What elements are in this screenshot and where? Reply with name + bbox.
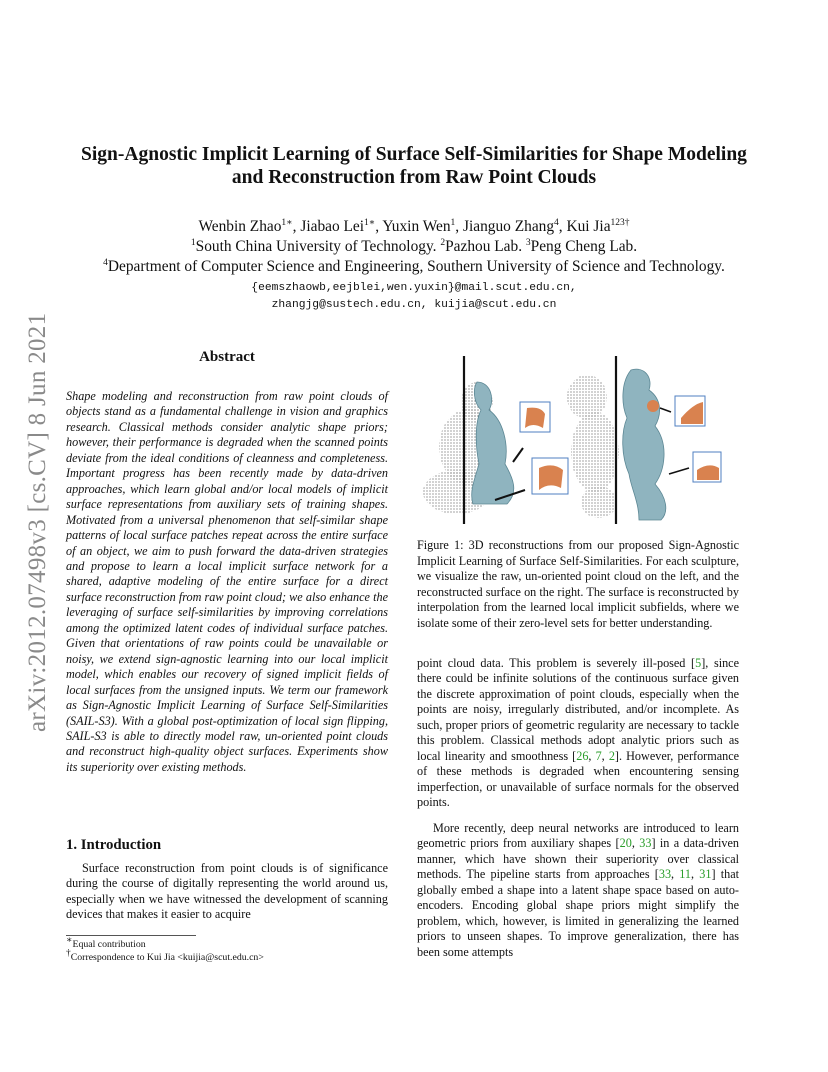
email-line-1: {eemszhaowb,eejblei,wen.yuxin}@mail.scut.edu.cn, [251, 282, 577, 294]
introduction-body: Surface reconstruction from point clouds is of significance during the course of digitally representing the world around us, especially when we have witnessed the development of scanning devices that makes it easier to acquire [66, 861, 388, 922]
arrow-4 [669, 468, 689, 474]
footnote-1 [66, 935, 146, 950]
local-patch-box-3 [675, 396, 705, 426]
citation-link[interactable]: 2 [608, 748, 615, 763]
local-patch-box-4 [693, 452, 721, 482]
citation-link[interactable]: 7 [595, 748, 602, 763]
author-separator: , [292, 218, 301, 235]
author-name: Kui Jia [566, 218, 611, 235]
abstract-heading: Abstract [199, 349, 255, 365]
author-separator: , [558, 218, 567, 235]
figure-1-image [417, 352, 739, 524]
footnote-mark: ∗ [66, 935, 73, 946]
introduction-heading: 1. Introduction [66, 837, 162, 853]
author-separator: , [375, 218, 383, 235]
body-text: ], since there could be infinite solutions of the continuous surface given the discrete approximation of point clouds, especially when the points are noisy, irregularly distributed, and/or incomplete. As such, proper priors of geometric regularity are necessary to tackle this problem. Classical methods adopt analytic priors such as local linearity and smoothness [ [417, 656, 739, 763]
author-separator: , [455, 218, 463, 235]
figure-1-caption: Figure 1: 3D reconstructions from our proposed Sign-Agnostic Implicit Learning of Surface Self-Similarities. For each sculpture, we visualize the raw, un-oriented point cloud on the left, and the reconstructed surface on the right. The surface is reconstructed by interpolation from the learned local implicit subfields, where we isolate some of their zero-level sets for better understanding. [417, 538, 739, 630]
footnote-2 [66, 948, 264, 963]
footnote-divider [66, 935, 196, 936]
author-name: Jianguo Zhang [463, 218, 555, 235]
body-text: More recently, deep neural networks are introduced to learn geometric priors from auxiliary shapes [ [417, 821, 739, 851]
author-sup: 1∗ [364, 217, 376, 228]
body-text: ] in a data-driven manner, which have shown their superiority over classical methods. The pipeline starts from approaches [ [417, 836, 740, 882]
body-text: ]. However, performance of these methods is degraded when encountering sensing imperfection, or unavailable of surface normals for the observed points. [417, 748, 740, 810]
author-sup: 123† [610, 217, 630, 228]
footnote-mark: † [66, 948, 71, 959]
arrow-3 [660, 408, 671, 412]
point-cloud-sculpture-2 [567, 375, 619, 518]
local-patch-box-1 [520, 402, 550, 432]
citation-link[interactable]: 11 [679, 867, 692, 882]
arxiv-identifier: arXiv:2012.07498v3 [cs.CV] 8 Jun 2021 [24, 312, 51, 732]
footnote-text: Correspondence to Kui Jia <kuijia@scut.edu.cn> [70, 952, 264, 963]
email-line-2: zhangjg@sustech.edu.cn, kuijia@scut.edu.cn [271, 299, 557, 311]
affiliation-line-2 [55, 258, 773, 276]
citation-link[interactable]: 5 [695, 656, 702, 670]
right-column-paragraph-2: More recently, deep neural networks are introduced to learn geometric priors from auxiliary shapes [20, 33] in a data-driven manner, which have shown their superiority over classical methods. The pipeline starts from approaches [33, 11, 31] that globally embed a shape into a latent shape space based on auto-encoders. Encoding global shape priors might simplify the problem, which, however, is limited in generalizing the learned priors to unseen shapes. To improve generalization, there has been some attempts [417, 821, 740, 959]
author-name: Yuxin Wen [382, 218, 451, 235]
author-list [55, 218, 773, 236]
affiliation: Pazhou Lab. [445, 238, 526, 255]
affiliation: Peng Cheng Lab. [530, 238, 638, 255]
affiliation: Department of Computer Science and Engineering, Southern University of Science and Technology. [107, 258, 725, 275]
author-sup: 1 [450, 217, 456, 228]
footnote-text: Equal contribution [72, 939, 146, 950]
citation-link[interactable]: 33 [639, 836, 652, 851]
author-sup: 1∗ [281, 217, 293, 228]
affiliation-sup: 2 [440, 237, 446, 248]
author-name: Wenbin Zhao [198, 218, 282, 235]
citation-link[interactable]: 20 [619, 836, 632, 851]
affiliation-sup: 4 [103, 257, 108, 268]
affiliation: South China University of Technology. [195, 238, 441, 255]
paper-title [55, 143, 773, 189]
affiliation-line-1 [55, 238, 773, 256]
affiliation-sup: 1 [190, 237, 196, 248]
arrow-1 [513, 448, 523, 462]
body-text: ] that globally embed a shape into a latent shape space based on auto-encoders. Encoding global shape priors might simplify the problem, which, however, is limited in generalizing the learned priors to unseen shapes. To improve generalization, there has been some attempts [417, 867, 740, 959]
mesh-sculpture-2 [623, 369, 666, 520]
title-line-2: and Reconstruction from Raw Point Clouds [231, 167, 597, 188]
right-column-paragraph-1: point cloud data. This problem is severely ill-posed [5], since there could be infinite solutions of the continuous surface given the discrete approximation of point clouds, especially when the points are noisy, irregularly distributed, and/or incomplete. As such, proper priors of geometric regularity are necessary to tackle this problem. Classical methods adopt analytic priors such as local linearity and smoothness [26, 7, 2]. However, performance of these methods is degraded when encountering sensing imperfection, or unavailable of surface normals for the observed points. [417, 656, 740, 810]
citation-link[interactable]: 26 [576, 748, 589, 763]
author-sup: 4 [554, 217, 559, 228]
citation-link[interactable]: 33 [658, 867, 672, 882]
local-patch-box-2 [532, 458, 568, 494]
citation-link[interactable]: 31 [699, 867, 712, 882]
author-name: Jiabao Lei [300, 218, 365, 235]
body-text: point cloud data. This problem is severely ill-posed [ [417, 656, 696, 670]
abstract-body: Shape modeling and reconstruction from raw point clouds of objects stand as a fundamental challenge in vision and graphics research. Classical methods consider analytic shape priors; however, their performance is degraded when the scanned points deviate from the ideal conditions of cleanness and completeness. Important progress has been recently made by data-driven approaches, which learn global and/or local models of implicit surface representations from auxiliary sets of training shapes. Motivated from a universal phenomenon that self-similar shape patterns of local surface patches repeat across the entire surface of an object, we aim to push forward the data-driven strategies and propose to learn a local implicit surface network for a shared, adaptive modeling of the entire surface for a direct surface reconstruction from raw point cloud; we also enhance the leveraging of surface self-similarities by improving correlations among the optimized latent codes of individual surface patches. Given that orientations of raw points could be unavailable or noisy, we extend sign-agnostic learning into our local implicit model, which enables our recovery of signed implicit fields of local surfaces from the unsigned inputs. We term our framework as Sign-Agnostic Implicit Learning of Surface Self-Similarities (SAIL-S3). With a global post-optimization of local sign flipping, SAIL-S3 is able to directly model raw, un-oriented point clouds and reconstruct high-quality object surfaces. Experiments show its superiority over existing methods. [66, 389, 388, 774]
title-line-1: Sign-Agnostic Implicit Learning of Surface Self-Similarities for Shape Modeling [81, 144, 747, 165]
affiliation-sup: 3 [525, 237, 531, 248]
